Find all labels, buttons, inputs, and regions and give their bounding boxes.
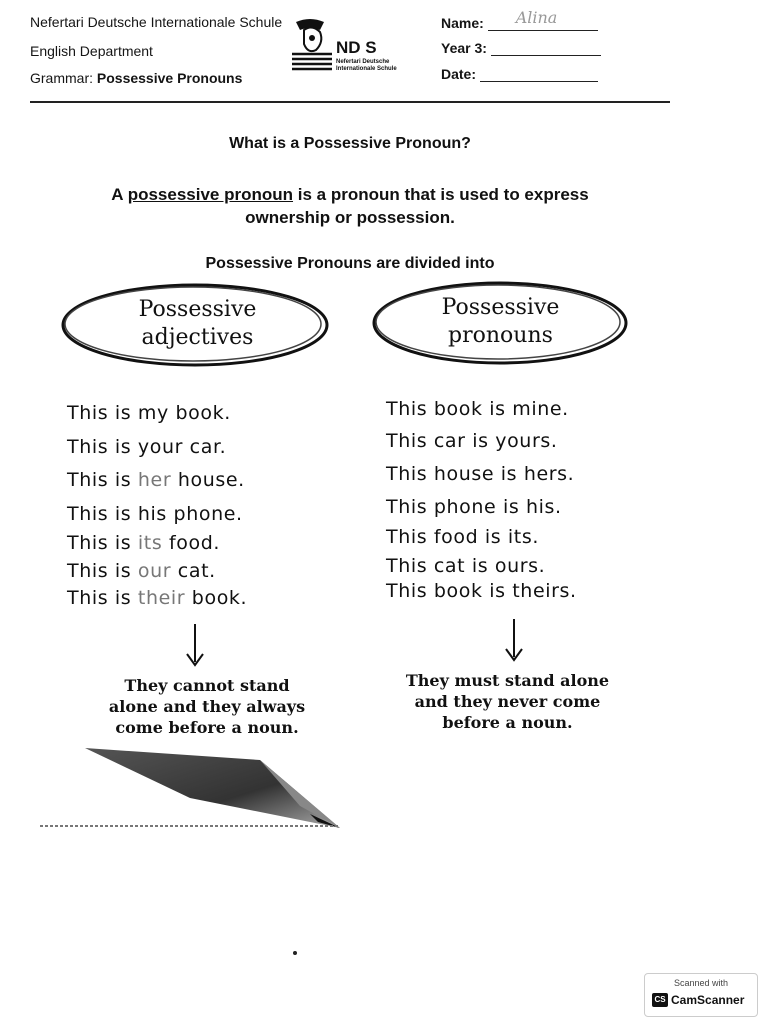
left-sentence: This is its food. xyxy=(67,532,221,554)
right-note-line: and they never come xyxy=(414,692,601,711)
right-sentence: This food is its. xyxy=(386,526,539,548)
right-sentence: This car is yours. xyxy=(386,430,558,452)
header-divider xyxy=(30,101,670,103)
left-down-arrow-icon xyxy=(183,622,207,668)
year-blank xyxy=(491,41,601,56)
camscanner-badge xyxy=(644,973,758,1017)
school-logo xyxy=(290,14,430,74)
right-sentence: This cat is ours. xyxy=(386,555,546,577)
camscanner-logo-icon: CS xyxy=(652,993,668,1007)
pencil-icon xyxy=(40,740,350,835)
left-sentence: This is his phone. xyxy=(67,503,243,525)
right-sentence: This book is theirs. xyxy=(386,580,577,602)
definition-term: possessive pronoun xyxy=(127,185,294,204)
left-note-line: They cannot stand xyxy=(124,676,290,695)
grammar-topic: Possessive Pronouns xyxy=(96,70,243,86)
right-label-line-2: pronouns xyxy=(448,323,553,348)
logo-title: ND S xyxy=(336,38,377,57)
date-blank xyxy=(480,67,598,82)
right-note-line: before a noun. xyxy=(442,713,573,732)
date-label: Date: xyxy=(441,66,477,82)
divided-into-heading: Possessive Pronouns are divided into xyxy=(205,255,495,272)
logo-subtitle: Nefertari Deutsche Internationale Schule xyxy=(336,59,397,72)
definition-prefix: A xyxy=(111,185,123,204)
right-sentence: This phone is his. xyxy=(386,496,562,518)
left-note-line: alone and they always xyxy=(108,697,306,716)
definition-line-1 xyxy=(0,185,700,205)
camscanner-name: CamScanner xyxy=(671,993,745,1007)
right-oval-label xyxy=(388,294,613,350)
left-oval-label xyxy=(85,296,310,352)
left-sentence: This is her house. xyxy=(67,469,245,491)
name-blank xyxy=(488,8,598,31)
right-label-line-1: Possessive xyxy=(441,295,560,320)
right-sentence: This book is mine. xyxy=(386,398,569,420)
definition-line-2: ownership or possession. xyxy=(245,208,455,227)
left-sentence: This is your car. xyxy=(67,436,227,458)
grammar-label: Grammar: xyxy=(30,70,93,86)
date-field xyxy=(441,66,598,82)
name-label: Name: xyxy=(441,15,484,31)
right-note xyxy=(365,670,650,733)
left-note xyxy=(62,675,352,738)
camscanner-top-text: Scanned with xyxy=(673,978,729,988)
right-note-line: They must stand alone xyxy=(405,671,610,690)
left-sentence: This is my book. xyxy=(67,402,231,424)
grammar-line xyxy=(30,70,242,86)
school-name: Nefertari Deutsche Internationale Schule xyxy=(30,14,283,30)
page-title: What is a Possessive Pronoun? xyxy=(229,135,471,152)
name-handwriting: Alina xyxy=(515,8,558,27)
left-note-line: come before a noun. xyxy=(115,718,299,737)
school-logo-icon xyxy=(290,14,334,72)
left-sentence: This is their book. xyxy=(67,587,248,609)
left-label-line-2: adjectives xyxy=(141,325,254,350)
dot-mark xyxy=(293,951,297,955)
year-label: Year 3: xyxy=(441,40,487,56)
department-name: English Department xyxy=(30,43,153,59)
left-label-line-1: Possessive xyxy=(138,297,257,322)
name-field xyxy=(441,8,598,31)
definition-rest: is a pronoun that is used to express xyxy=(297,185,589,204)
right-down-arrow-icon xyxy=(502,617,526,663)
right-sentence: This house is hers. xyxy=(386,463,575,485)
left-sentence: This is our cat. xyxy=(67,560,216,582)
year-field xyxy=(441,40,601,56)
